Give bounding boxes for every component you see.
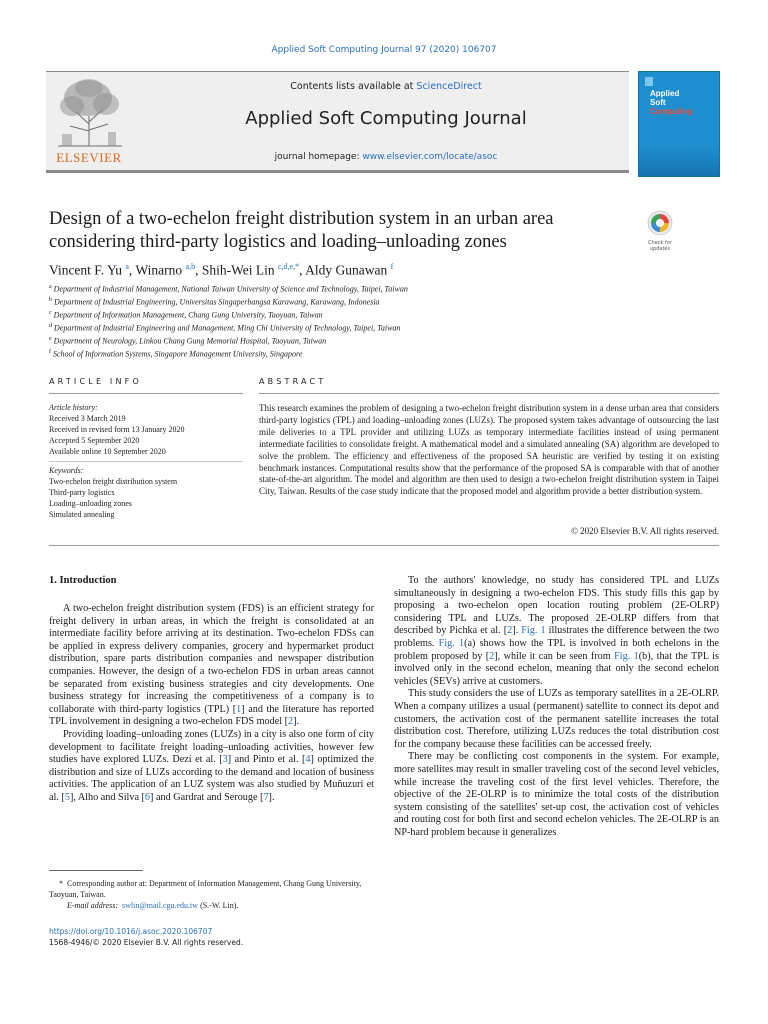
- contents-prefix: Contents lists available at: [290, 81, 417, 92]
- author-affil-mark[interactable]: c,d,e,*: [277, 262, 300, 271]
- paragraph-text: illustrates the difference between the two problems.: [394, 625, 719, 649]
- email-suffix: (S.-W. Lin).: [198, 901, 239, 910]
- section-heading-introduction: 1. Introduction: [49, 575, 117, 586]
- paragraph-text: ], while it can be seen from: [494, 650, 615, 662]
- article-history-heading: Article history:: [49, 403, 98, 412]
- paragraph-text: (a) shows how the TPL is involved in both echelons in the problem proposed by [: [394, 637, 719, 662]
- citation-link[interactable]: 4: [305, 754, 311, 766]
- abstract-bottom-rule: [49, 545, 719, 546]
- citation-link[interactable]: 3: [222, 754, 228, 766]
- affiliation-key: c: [49, 309, 52, 316]
- email-label: E-mail address:: [67, 901, 119, 910]
- figure-reference-link[interactable]: Fig. 1: [521, 625, 546, 637]
- article-title: [49, 208, 629, 254]
- paragraph: [394, 688, 719, 751]
- keywords-rule: [49, 461, 243, 462]
- footnote-mark: *: [59, 879, 63, 888]
- author-affil-mark[interactable]: a: [125, 262, 129, 271]
- check-updates-label-line2: updates: [649, 246, 671, 252]
- paragraph-text: ] and Gardrat and Serouge [: [150, 791, 264, 803]
- cover-title-line2: Soft: [650, 98, 666, 107]
- affiliation-item: [49, 282, 649, 295]
- history-item: Available online 10 September 2020: [49, 447, 166, 456]
- paragraph: [49, 603, 374, 729]
- right-column: [394, 575, 719, 839]
- figure-reference-link[interactable]: Fig. 1: [438, 637, 465, 649]
- paragraph: [394, 575, 719, 688]
- abstract-rule: [259, 393, 719, 394]
- sciencedirect-link[interactable]: ScienceDirect: [416, 81, 482, 92]
- citation-link[interactable]: 1: [236, 703, 242, 715]
- page-footer: [49, 926, 449, 948]
- abstract-label: ABSTRACT: [259, 377, 327, 386]
- keyword-item: Two-echelon freight distribution system: [49, 477, 178, 486]
- citation-link[interactable]: 2: [507, 625, 513, 637]
- contents-line: [166, 81, 606, 92]
- email-line: [49, 900, 374, 911]
- author-name[interactable]: Shih-Wei Lin: [201, 262, 275, 278]
- paragraph-text: ] and the literature has reported TPL involvement in designing a two-echelon FDS model [: [49, 703, 374, 728]
- cover-bottom-band: [639, 148, 719, 176]
- article-info-label: ARTICLE INFO: [49, 377, 142, 386]
- homepage-link[interactable]: www.elsevier.com/locate/asoc: [362, 152, 498, 162]
- citation-link[interactable]: 2: [288, 716, 294, 728]
- author-name[interactable]: Aldy Gunawan: [305, 262, 388, 278]
- paragraph-text: A two-echelon freight distribution system (FDS) is an efficient strategy for freight delivery in urban areas, in which the freight is consolidated at an intermediate facility before arriving at its destination. Two-echelon FDSs can be applied in express delivery companies, grocery and hypermarket product distribution, spare parts distribution companies and newspaper distribution companies. However, the design of a two-echelon FDS in urban areas cannot be separated from existing business strategies and city developments. One business strategy for increasing the competitiveness of a company is to collaborate with third-party logistics (TPL) [: [49, 603, 374, 715]
- paragraph-text: There may be conflicting cost components in the system. For example, more satellites may result in smaller traveling cost of the second level vehicles, while increase the traveling cost of the first level vehicles. Therefore, the objective of the 2E-OLRP is to minimize the total costs of the distribution system consisting of the satellites' set-up cost, the activation cost of vehicles and routing cost for both first and second echelon vehicles. The 2E-OLRP is an NP-hard problem because it generalizes: [394, 751, 719, 838]
- doi-link[interactable]: https://doi.org/10.1016/j.asoc.2020.106707: [49, 927, 213, 936]
- keywords-heading: Keywords:: [49, 466, 84, 475]
- keyword-item: Third-party logistics: [49, 488, 115, 497]
- paragraph-text: To the authors' knowledge, no study has considered TPL and LUZs simultaneously in designing a two-echelon FDS. This study fills this gap by proposing a two-echelon open location routing problem (2E-OLRP) considering TPL and LUZs. The proposed 2E-OLRP differs from that described by Pichka et al. [: [394, 575, 719, 637]
- affiliation-text: Department of Neurology, Linkou Chang Gung Memorial Hospital, Taoyuan, Taiwan: [53, 336, 327, 346]
- homepage-line: [166, 152, 606, 162]
- author-name[interactable]: Winarno: [135, 262, 183, 278]
- paragraph-text: ], Alho and Silva [: [69, 791, 145, 803]
- affiliation-key: e: [49, 335, 52, 342]
- paragraph: [49, 729, 374, 805]
- paragraph-text: ].: [512, 625, 522, 637]
- paragraph-text: ] optimized the distribution and size of LUZs according to the demand and location of business activities. The application of an LUZ system was also studied by Muñuzuri et al. [: [49, 754, 374, 803]
- affiliation-text: Department of Industrial Engineering, Universitas Singaperbangsa Karawang, Karawang, Indonesia: [54, 297, 380, 307]
- email-link[interactable]: swlin@mail.cgu.edu.tw: [122, 901, 199, 910]
- paragraph-text: ].: [293, 716, 300, 728]
- homepage-prefix: journal homepage:: [274, 152, 363, 162]
- affiliation-item: [49, 334, 649, 347]
- journal-reference[interactable]: Applied Soft Computing Journal 97 (2020) 106707: [271, 45, 497, 55]
- history-item: Accepted 5 September 2020: [49, 436, 140, 445]
- footnote-rule: [49, 870, 143, 871]
- article-title-line1: Design of a two-echelon freight distribution system in an urban area: [49, 209, 554, 229]
- cover-title-line3: Computing: [650, 107, 693, 116]
- journal-title: Applied Soft Computing Journal: [245, 108, 527, 129]
- keywords: [49, 465, 249, 520]
- author-affil-mark[interactable]: a,b: [185, 262, 196, 271]
- figure-reference-link[interactable]: Fig. 1: [614, 650, 639, 662]
- paragraph: [394, 751, 719, 839]
- left-column: [49, 603, 374, 805]
- affiliation-text: Department of Information Management, Chang Gung University, Taoyuan, Taiwan: [53, 310, 323, 320]
- affiliation-text: Department of Industrial Engineering and Management, Ming Chi University of Technology, Taipei, Taiwan: [54, 323, 401, 333]
- citation-link[interactable]: 2: [489, 650, 495, 662]
- history-item: Received in revised form 13 January 2020: [49, 425, 185, 434]
- masthead-rule: [46, 170, 629, 173]
- citation-link[interactable]: 6: [144, 791, 151, 803]
- corresponding-author-note: [49, 878, 374, 900]
- author-name[interactable]: Vincent F. Yu: [49, 262, 122, 278]
- affiliation-text: Department of Industrial Management, National Taiwan University of Science and Technology, Taipei, Taiwan: [53, 284, 408, 294]
- citation-link[interactable]: 5: [64, 791, 70, 803]
- author-affil-mark[interactable]: f: [390, 262, 394, 271]
- abstract-text: This research examines the problem of designing a two-echelon freight distribution system in a dense urban area that considers third-party logistics (TPL) and loading–unloading zones (LUZs). The proposed system takes advantage of outsourcing the last mile deliveries to a TPL provider and utilizing LUZs as temporary intermediate facilities instead of using permanent intermediate facilities to consolidate freight. A mathematical model and a simulated annealing (SA) algorithm are developed to solve the problem. The efficiency and effectiveness of the proposed SA heuristic are verified by testing it on existing benchmark instances. Computational results show that the performance of the proposed SA is comparable with that of another state-of-the-art algorithm. The model and algorithm are then used to design a two-echelon freight distribution system in Taipei City, Taiwan. Results of the case study indicate that the proposed model and algorithm provide a better distribution system.: [259, 403, 719, 497]
- paragraph-text: Providing loading–unloading zones (LUZs) in a city is also one form of city development to facilitate freight loading–unloading activities, however few studies have explored LUZs. Dezi et al. [: [49, 728, 374, 766]
- cover-emblem: [645, 77, 653, 86]
- paragraph-text: ].: [268, 791, 275, 803]
- history-item: Received 3 March 2019: [49, 414, 126, 423]
- check-for-updates-badge[interactable]: [641, 210, 679, 250]
- paragraph-text: ] and Pinto et al. [: [227, 754, 306, 766]
- keyword-item: Loading–unloading zones: [49, 499, 132, 508]
- keyword-item: Simulated annealing: [49, 510, 115, 519]
- affiliation-key: b: [49, 296, 52, 303]
- article-info-rule: [49, 393, 243, 394]
- check-updates-label-line1: Check for: [648, 240, 672, 246]
- affiliation-item: [49, 308, 649, 321]
- author-list: Vincent F. Yu $^a$, Winarno $^{a,b}$, Shih-Wei Lin $^{c,d,e,*}$, Aldy Gunawan $^f$: [49, 262, 394, 278]
- elsevier-wordmark: ELSEVIER: [56, 150, 122, 165]
- affiliation-item: [49, 295, 649, 308]
- affiliations: [49, 282, 649, 360]
- affiliation-key: a: [49, 284, 52, 290]
- article-history: [49, 402, 249, 457]
- abstract-copyright: © 2020 Elsevier B.V. All rights reserved.: [571, 526, 719, 536]
- affiliation-item: [49, 347, 649, 360]
- citation-link[interactable]: 7: [263, 791, 269, 803]
- check-updates-icon: [641, 210, 679, 236]
- cover-title-line1: Applied: [650, 89, 680, 98]
- affiliation-key: f: [49, 348, 51, 355]
- corresponding-author-text: Corresponding author at: Department of Information Management, Chang Gung University, Taoyuan, Taiwan.: [49, 879, 362, 899]
- paragraph-text: This study considers the use of LUZs as temporary satellites in a 2E-OLRP. When a company utilizes a usual (permanent) satellite to connect its depot and customers, the activation cost of the permanent satellite increases the total distribution cost. Therefore, utilizing LUZs reduces the total distribution cost for the company because these facilities can be accessed freely.: [394, 688, 719, 750]
- footnote: [49, 878, 374, 911]
- paragraph-text: (b), that the TPL is involved only in the second echelon, meaning that only the second echelon vehicles (SEVs) arrive at customers.: [394, 650, 719, 687]
- affiliation-text: School of Information Systems, Singapore Management University, Singapore: [53, 349, 303, 359]
- affiliation-key: d: [49, 322, 52, 329]
- affiliation-item: [49, 321, 649, 334]
- journal-cover[interactable]: [638, 71, 720, 177]
- cover-title: [650, 89, 692, 116]
- check-updates-label: [641, 240, 679, 252]
- article-title-line2: considering third-party logistics and loading–unloading zones: [49, 232, 507, 252]
- issn-line: 1568-4946/© 2020 Elsevier B.V. All rights reserved.: [49, 938, 244, 947]
